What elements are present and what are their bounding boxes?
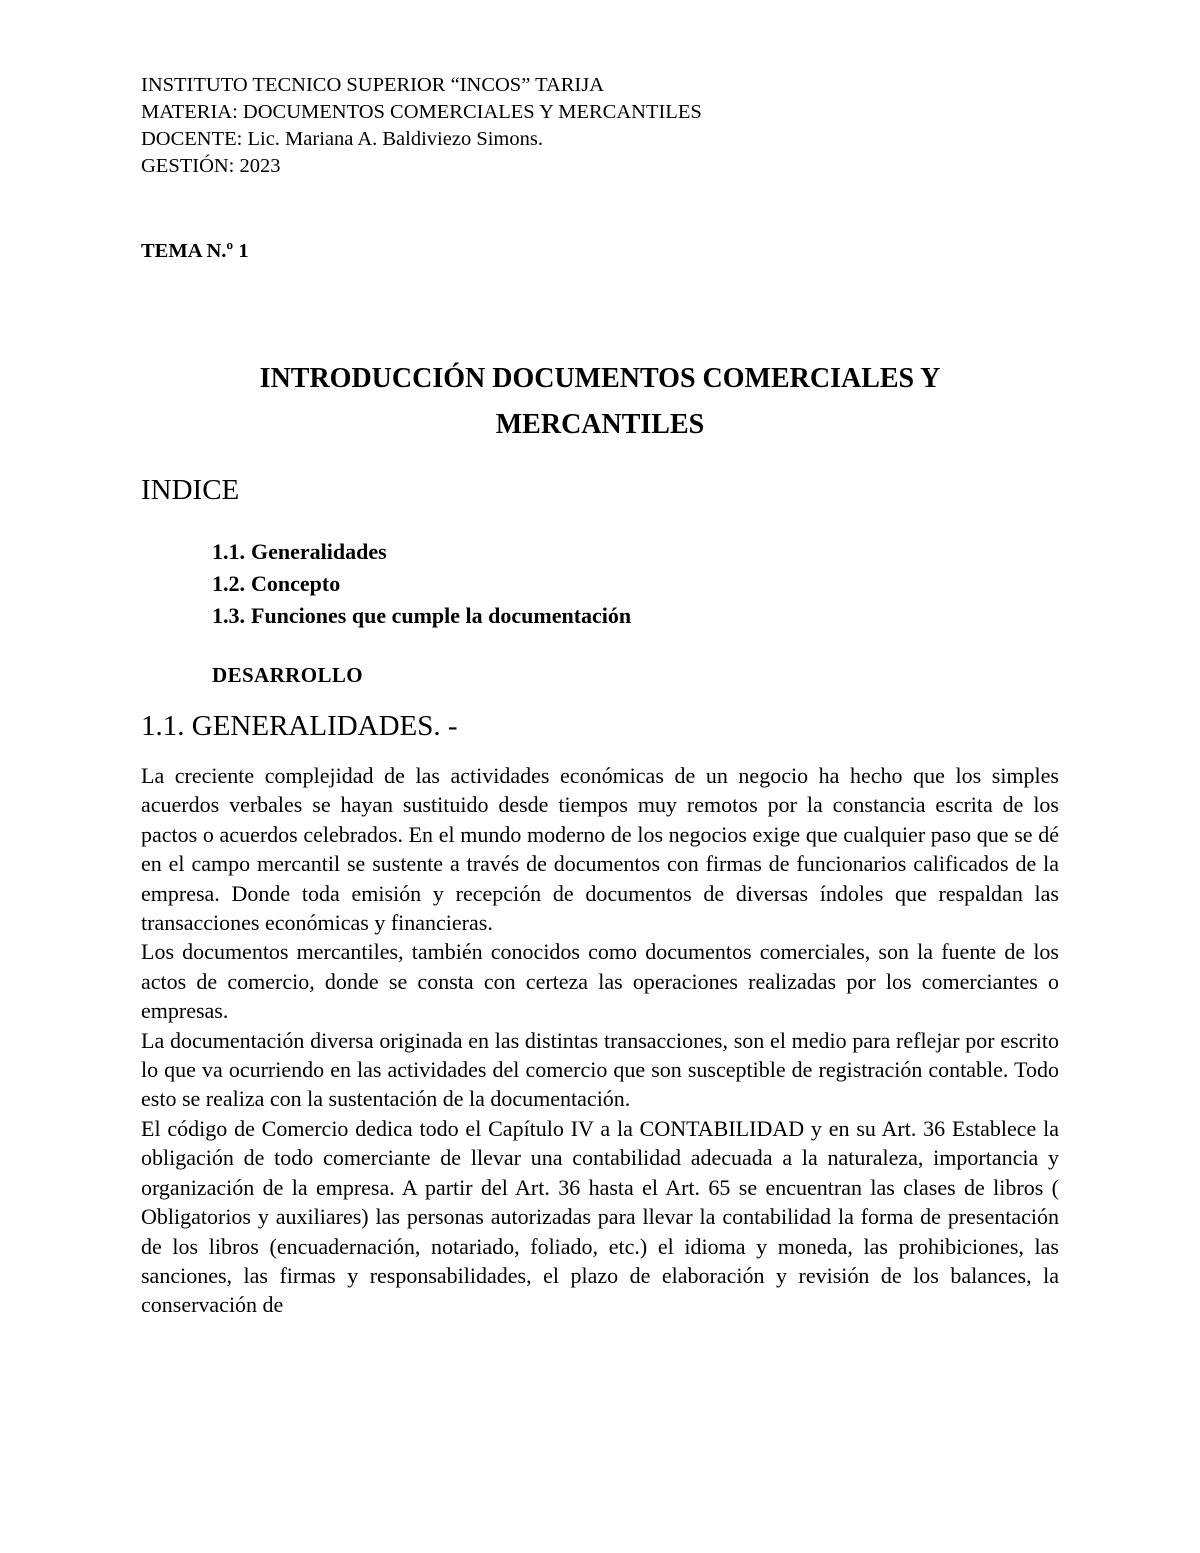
toc-item-number: 1.2. [212, 571, 245, 596]
toc-item-label: Concepto [251, 571, 341, 596]
subject-line: MATERIA: DOCUMENTOS COMERCIALES Y MERCANTILES [141, 101, 702, 123]
title-line-2: MERCANTILES [495, 409, 705, 440]
toc-item [212, 536, 631, 568]
page-title [141, 356, 1059, 448]
teacher-line: DOCENTE: Lic. Mariana A. Baldiviezo Simons. [141, 128, 543, 150]
paragraph: El código de Comercio dedica todo el Capítulo IV a la CONTABILIDAD y en su Art. 36 Establece la obligación de todo comerciante de llevar una contabilidad adecuada a la naturaleza, importancia y organización de la empresa. A partir del Art. 36 hasta el Art. 65 se encuentran las clases de libros ( Obligatorios y auxiliares) las personas autorizadas para llevar la contabilidad la forma de presentación de los libros (encuadernación, notariado, foliado, etc.) el idioma y moneda, las prohibiciones, las sanciones, las firmas y responsabilidades, el plazo de elaboración y revisión de los balances, la conservación de [141, 1115, 1059, 1318]
paragraph: Los documentos mercantiles, también conocidos como documentos comerciales, son la fuente de los actos de comercio, donde se consta con certeza las operaciones realizadas por los comerciantes o empresas. [141, 939, 1059, 1024]
year-line: GESTIÓN: 2023 [141, 155, 281, 177]
toc-item-label: Funciones que cumple la documentación [251, 603, 632, 628]
development-heading: DESARROLLO [212, 663, 364, 687]
title-line-1: INTRODUCCIÓN DOCUMENTOS COMERCIALES Y [259, 363, 941, 394]
toc-item-label: Generalidades [251, 539, 387, 564]
institute-line: INSTITUTO TECNICO SUPERIOR “INCOS” TARIJA [141, 74, 605, 96]
toc-item [212, 600, 631, 632]
paragraph: La documentación diversa originada en las distintas transacciones, son el medio para reflejar por escrito lo que va ocurriendo en las actividades del comercio que son susceptible de registración contable. Todo esto se realiza con la sustentación de la documentación. [141, 1027, 1059, 1112]
toc-item [212, 568, 631, 600]
section-body [141, 761, 1059, 1531]
document-header [141, 72, 702, 180]
topic-number: TEMA N.º 1 [141, 240, 249, 262]
paragraph: La creciente complejidad de las actividades económicas de un negocio ha hecho que los simples acuerdos verbales se hayan sustituido desde tiempos muy remotos por la constancia escrita de los pactos o acuerdos celebrados. En el mundo moderno de los negocios exige que cualquier paso que se dé en el campo mercantil se sustente a través de documentos con firmas de funcionarios calificados de la empresa. Donde toda emisión y recepción de documentos de diversas índoles que respaldan las transacciones económicas y financieras. [141, 763, 1059, 936]
toc-item-number: 1.1. [212, 539, 245, 564]
index-heading: INDICE [141, 474, 240, 506]
table-of-contents [212, 536, 631, 632]
toc-item-number: 1.3. [212, 603, 245, 628]
section-heading: 1.1. GENERALIDADES. - [141, 710, 458, 742]
